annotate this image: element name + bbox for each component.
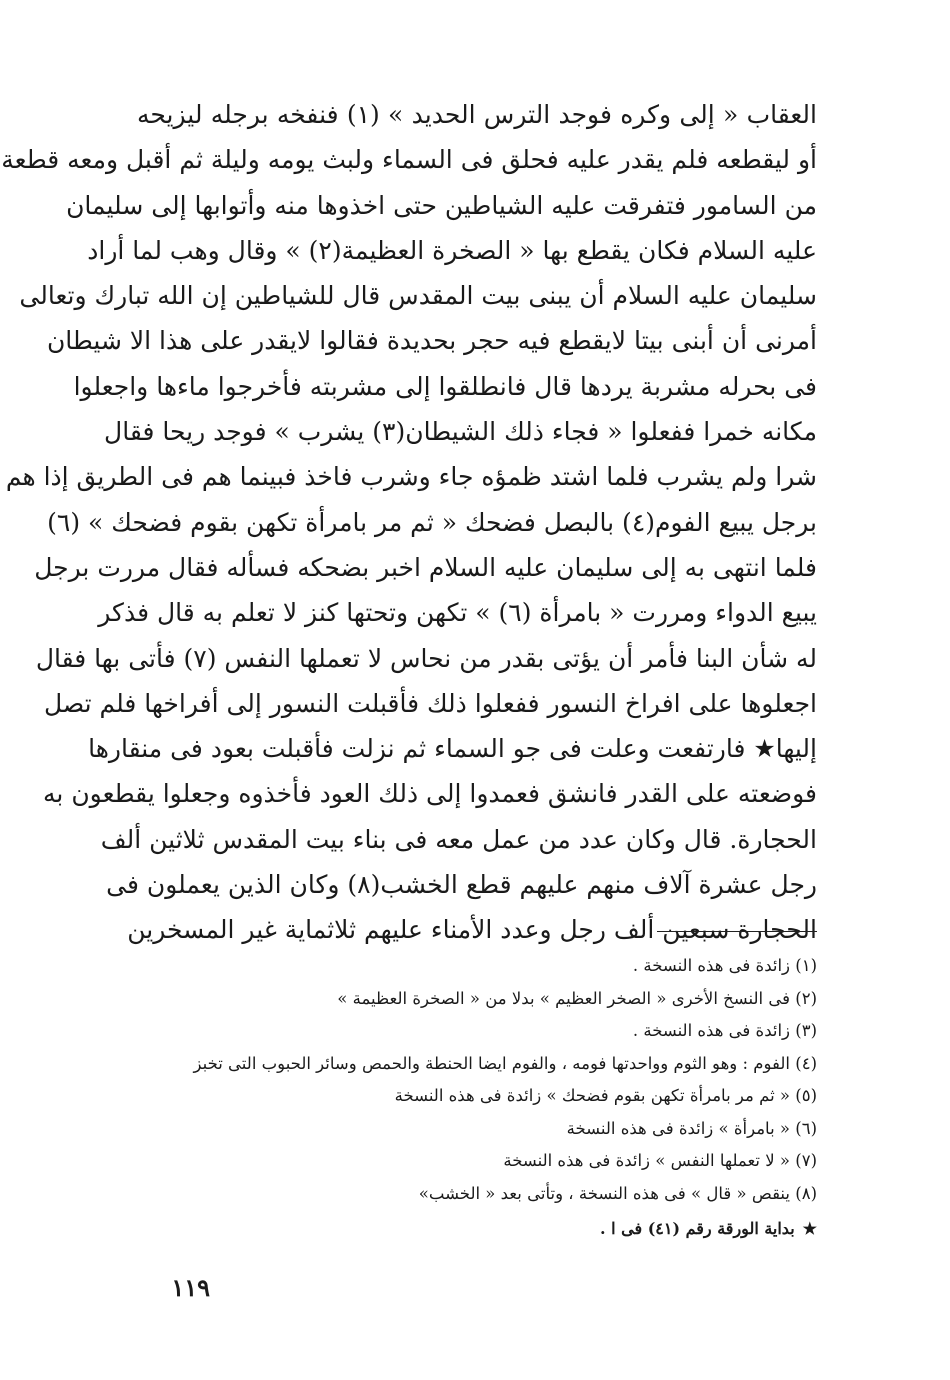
text-line: برجل يبيع الفوم(٤) بالبصل فضحك « ثم مر بامرأة تكهن بقوم فضحك » (٦) (47, 507, 817, 537)
text-line: شرا ولم يشرب فلما اشتد ظمؤه جاء وشرب فاخذ فبينما هم فى الطريق إذا هم (5, 462, 817, 492)
text-line: أمرنى أن أبنى بيتا لايقطع فيه حجر بحديدة فقالوا لايقدر على هذا الا شيطان (46, 326, 817, 356)
text-line: إليها★ فارتفعت وعلت فى جو السماء ثم نزلت فأقبلت بعود فى منقارها (88, 734, 817, 764)
footnote-item: (١) زائدة فى هذه النسخة . (632, 956, 817, 975)
text-line: فلما انتهى به إلى سليمان عليه السلام اخبر بضحكه فسأله فقال مررت برجل (34, 552, 817, 582)
footnote-item: (٦) « بامرأة » زائدة فى هذه النسخة (566, 1118, 817, 1138)
footnote-item: (٨) ينقص « قال » فى هذه النسخة ، وتأتى بعد « الخشب» (418, 1183, 817, 1203)
text-line: مكانه خمرا ففعلوا « فجاء ذلك الشيطان(٣) يشرب » فوجد ريحا فقال (104, 417, 817, 447)
text-line: سليمان عليه السلام أن يبنى بيت المقدس قال للشياطين إن الله تبارك وتعالى (19, 281, 817, 311)
text-line: عليه السلام فكان يقطع بها « الصخرة العظيمة(٢) » وقال وهب لما أراد (87, 235, 817, 265)
text-line: فى بحرله مشربة يردها قال فانطلقوا إلى مشربته فأخرجوا ماءها واجعلوا (73, 371, 817, 401)
footnote-item: (٧) « لا تعملها النفس » زائدة فى هذه النسخة (503, 1151, 817, 1170)
text-line: الحجارة. قال وكان عدد من عمل معه فى بناء بيت المقدس ثلاثين ألف (100, 824, 817, 854)
footnote-item: (٥) « ثم مر بامرأة تكهن بقوم فضحك » زائدة فى هذه النسخة (394, 1086, 817, 1105)
text-line: أو ليقطعه فلم يقدر عليه فحلق فى السماء ولبث يومه وليلة ثم أقبل ومعه قطعة (1, 145, 817, 175)
text-line: من السامور فتفرقت عليه الشياطين حتى اخذوها منه وأتوابها إلى سليمان (66, 190, 817, 220)
text-line: له شأن البنا فأمر أن يؤتى بقدر من نحاس لا تعملها النفس (٧) فأتى بها فقال (35, 643, 817, 673)
footnote-item: (٤) الفوم : وهو الثوم وواحدتها فومه ، والفوم ايضا الحنطة والحمص وسائر الحبوب التى تخبز (193, 1053, 817, 1073)
folio-note (117, 1214, 817, 1244)
footnote-item: (٢) فى النسخ الأخرى « الصخر العظيم » بدلا من « الصخرة العظيمة » (337, 988, 817, 1008)
footnote-item: (٣) زائدة فى هذه النسخة . (632, 1021, 817, 1040)
star-icon: ★ (802, 1219, 817, 1238)
page-number: ١١٩ (171, 1273, 210, 1302)
text-line: الحجارة سبعين ألف رجل وعدد الأمناء عليهم ثلاثماية غير المسخرين (127, 915, 817, 945)
folio-note-text: بداية الورقة رقم (٤١) فى ا . (600, 1219, 795, 1238)
text-line: يبيع الدواء ومررت « بامرأة (٦) » تكهن وتحتها كنز لا تعلم به قال فذكر (98, 598, 817, 628)
text-line: فوضعته على القدر فانشق فعمدوا إلى ذلك العود فأخذوه وجعلوا يقطعون به (43, 779, 817, 809)
text-line: العقاب « إلى وكره فوجد الترس الحديد » (١) فنفخه برجله ليزيحه (137, 100, 817, 129)
text-line: رجل عشرة آلاف منهم عليهم قطع الخشب(٨) وكان الذين يعملون فى (106, 870, 817, 900)
text-line: اجعلوها على افراخ النسور ففعلوا ذلك فأقبلت النسور إلى أفراخها فلم تصل (43, 688, 817, 718)
main-body-text (1, 92, 817, 953)
footnotes (117, 950, 817, 1244)
footnote-divider (657, 931, 817, 932)
